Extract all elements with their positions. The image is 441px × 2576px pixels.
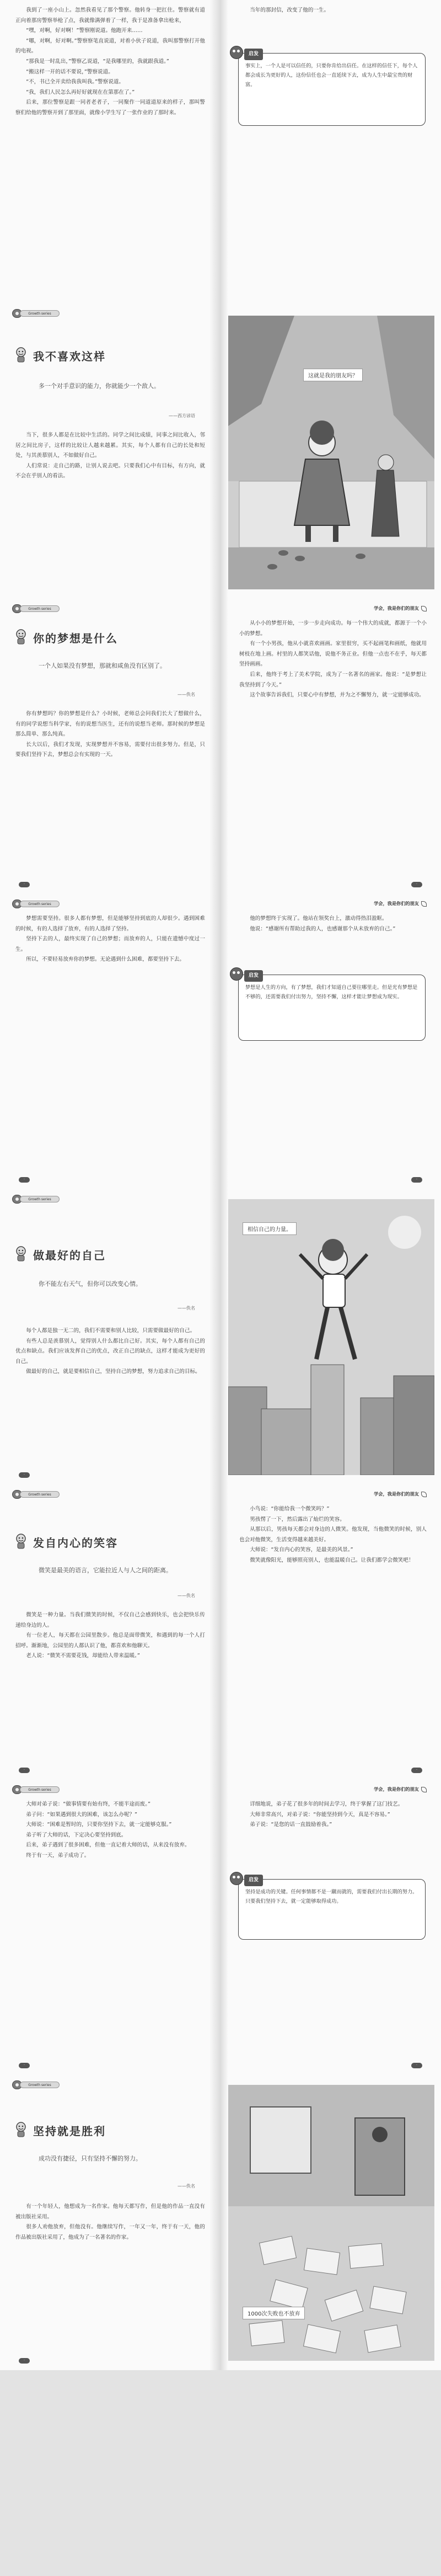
page-8-right bbox=[220, 2075, 441, 2370]
page-4-right bbox=[220, 894, 441, 1189]
paragraph: 所以，不要轻易放弃你的梦想。无论遇到什么困难，都要坚持下去。 bbox=[26, 956, 185, 963]
tip-box-tag: 启发 bbox=[244, 1875, 263, 1886]
page-7-left-text bbox=[15, 1800, 205, 1861]
quote-text: 你不能左右天气，但你可以改变心情。 bbox=[39, 1280, 142, 1287]
quote-text: 多一个对手意识的能力，你就能少一个敌人。 bbox=[39, 382, 160, 390]
leaf-icon bbox=[421, 1492, 427, 1497]
page-number: · bbox=[411, 1177, 422, 1183]
page-3-left-text bbox=[15, 709, 205, 760]
tip-box-tag: 启发 bbox=[244, 970, 263, 982]
paragraph: “不，书已全开卖给我我叫我。”警察说道。 bbox=[26, 79, 125, 86]
paragraph: 有些人总是羡慕别人，觉得别人什么都比自己好。其实，每个人都有自己的优点和缺点。我们应该发挥自己的优点，改正自己的缺点，这样才能成为更好的自己。 bbox=[15, 1338, 205, 1365]
series-logo bbox=[12, 900, 60, 908]
owl-icon bbox=[230, 46, 243, 59]
spread-4 bbox=[0, 894, 441, 1189]
leaf-icon bbox=[421, 1787, 427, 1792]
running-head-text: 学会，我是你们的朋友 bbox=[374, 1786, 419, 1792]
child-icon bbox=[12, 1532, 30, 1550]
paragraph: “那我是一时乱出，”警察乙说道，“是我哪里的，我就跟我道。” bbox=[26, 58, 169, 65]
page-2-left bbox=[0, 304, 220, 599]
page-3-left bbox=[0, 599, 220, 894]
page-8-left bbox=[0, 2075, 220, 2370]
quote-author: ——佚名 bbox=[178, 692, 195, 697]
running-head bbox=[374, 1786, 427, 1792]
paragraph: 很多人劝他放弃，但他没有。他继续写作，一年又一年，终于有一天，他的作品被出版社采用了，他成为了一名著名的作家。 bbox=[15, 2224, 205, 2240]
series-label: Growth series bbox=[20, 1786, 60, 1793]
running-head bbox=[374, 605, 427, 611]
paragraph: 做最好的自己，就是要相信自己，坚持自己的梦想，努力追求自己的目标。 bbox=[26, 1369, 201, 1375]
tip-box bbox=[238, 1879, 426, 1940]
page-6-right-text bbox=[239, 1504, 427, 1566]
running-head-text: 学会，我是你们的朋友 bbox=[374, 1491, 419, 1497]
quote-text: 微笑是最美的语言，它能拉近人与人之间的距离。 bbox=[39, 1567, 172, 1574]
page-1-right bbox=[220, 0, 441, 304]
page-header bbox=[0, 2075, 220, 2094]
paragraph: 大师说：“困难是暂时的，只要你坚持下去，就一定能够克服。” bbox=[26, 1822, 172, 1828]
spread-6 bbox=[0, 1484, 441, 1780]
paragraph: 有一个小男孩，他从小就喜欢画画。家里很穷，买不起画笔和画纸，他就用树枝在地上画。村里的人都笑话他，说他不务正业。但他一点也不在乎，每天都坚持画画。 bbox=[239, 641, 427, 668]
page-number: · bbox=[411, 882, 422, 887]
page-5-left bbox=[0, 1189, 220, 1484]
paragraph: 后来，他终于考上了美术学院，成为了一名著名的画家。他说：“是梦想让我坚持到了今天。” bbox=[239, 671, 427, 688]
paragraph: 人们常说：走自己的路，让别人说去吧。只要我们心中有目标，有方向，就不会在乎别人的看法。 bbox=[15, 462, 205, 480]
child-icon bbox=[12, 2120, 30, 2138]
page-header bbox=[0, 599, 220, 618]
child-icon bbox=[12, 627, 30, 645]
paragraph: 男孩愣了一下，然后露出了灿烂的笑容。 bbox=[250, 1516, 345, 1523]
paragraph: “哪，对啊，好对啊。”警察察笔直说道，对着小伙子说道，我叫那警察打开他的电视。 bbox=[15, 38, 205, 55]
quote-author: ——佚名 bbox=[178, 1306, 195, 1311]
chapter-title: 我不喜欢这样 bbox=[33, 350, 106, 363]
paragraph: 微笑就像阳光，能够照亮别人，也能温暖自己。让我们都学会微笑吧！ bbox=[250, 1557, 414, 1563]
quote-text: 一个人如果没有梦想，那就和咸鱼没有区别了。 bbox=[39, 662, 166, 669]
spread-7 bbox=[0, 1780, 441, 2075]
series-label: Growth series bbox=[20, 310, 60, 317]
paragraph: 后来，弟子遇到了很多困难，但他一直记着大师的话，从来没有放弃。 bbox=[26, 1842, 190, 1849]
paragraph: “嘿，对啊，好对啊！”警察刚说道。他跑开来…… bbox=[26, 28, 143, 34]
page-header bbox=[0, 1484, 220, 1503]
page-number: · bbox=[19, 1177, 30, 1183]
paragraph: “搬这样一开的话不要说，”警察说道。 bbox=[26, 68, 114, 75]
running-head bbox=[374, 901, 427, 907]
chapter-quote bbox=[39, 661, 196, 672]
page-2-left-text bbox=[15, 430, 205, 482]
series-label: Growth series bbox=[20, 2082, 60, 2088]
owl-icon bbox=[230, 1872, 243, 1885]
page-header bbox=[0, 1780, 220, 1798]
illustration-caption: 相信自己的力量。 bbox=[243, 1222, 297, 1235]
page-header bbox=[0, 1189, 220, 1208]
paragraph: 有一位老人，每天都在公园里散步。他总是面带微笑，和遇到的每一个人打招呼。渐渐地，公园里的人都认识了他，都喜欢和他聊天。 bbox=[15, 1632, 205, 1649]
quote-text: 成功没有捷径，只有坚持不懈的努力。 bbox=[39, 2155, 142, 2162]
paragraph: 老人说：“微笑不需要花钱，却能给人带来温暖。” bbox=[26, 1653, 140, 1659]
child-icon bbox=[12, 345, 30, 363]
page-4-right-text bbox=[239, 914, 427, 934]
page-8-left-text bbox=[15, 2202, 205, 2243]
illustration-caption: 这就是我的朋友吗？ bbox=[303, 369, 363, 381]
paragraph: 大师说：“发自内心的笑容，是最美的风景。” bbox=[250, 1547, 353, 1553]
paragraph: 微笑是一种力量。当我们微笑的时候，不仅自己会感到快乐，也会把快乐传递给身边的人。 bbox=[15, 1612, 205, 1628]
illustration-caption: 1000次失败也不放弃 bbox=[243, 2307, 305, 2319]
page-number: · bbox=[411, 1768, 422, 1773]
tip-box bbox=[238, 975, 426, 1041]
page-1-left bbox=[0, 0, 220, 304]
chapter-title: 你的梦想是什么 bbox=[33, 632, 118, 645]
page-1-right-text bbox=[239, 6, 427, 16]
tip-box-text: 坚持是成功的关键。任何事情都不是一蹴而就的，需要我们付出长期的努力。只要我们坚持下去，就一定能够取得成功。 bbox=[245, 1889, 418, 1904]
page-header bbox=[0, 894, 220, 913]
quote-author: ——佚名 bbox=[178, 1593, 195, 1598]
illustration-rejected-manuscripts bbox=[228, 2085, 434, 2361]
page-header bbox=[0, 304, 220, 322]
page-number: · bbox=[19, 2063, 30, 2068]
series-label: Growth series bbox=[20, 605, 60, 612]
paragraph: 小鸟说：“你能给我一个微笑吗？” bbox=[250, 1506, 330, 1512]
page-3-right bbox=[220, 599, 441, 894]
tip-box-tag: 启发 bbox=[244, 49, 263, 60]
leaf-icon bbox=[421, 606, 427, 611]
illustration-girl-with-pigeons bbox=[228, 316, 434, 589]
running-head bbox=[374, 1491, 427, 1497]
page-7-right bbox=[220, 1780, 441, 2075]
illustration-boy-on-buildings bbox=[228, 1199, 434, 1475]
child-icon bbox=[12, 1244, 30, 1262]
tip-box bbox=[238, 53, 426, 126]
paragraph: 坚持下去的人，最终实现了自己的梦想；而放弃的人，只能在遗憾中度过一生。 bbox=[15, 936, 205, 952]
series-logo bbox=[12, 2080, 60, 2089]
running-head-text: 学会，我是你们的朋友 bbox=[374, 901, 419, 906]
spread-3 bbox=[0, 599, 441, 894]
paragraph: 当年的那封信，改变了他的一生。 bbox=[250, 7, 330, 13]
page-6-left bbox=[0, 1484, 220, 1780]
paragraph: 他的梦想终于实现了。他站在领奖台上，激动得热泪盈眶。 bbox=[250, 916, 388, 922]
paragraph: 大师非常高兴，对弟子说：“你能坚持到今天，真是不容易。” bbox=[250, 1811, 390, 1818]
spread-5 bbox=[0, 1189, 441, 1484]
paragraph: 从那以后，男孩每天都会对身边的人微笑。他发现，当他微笑的时候，别人也会对他微笑，生活变得越来越美好。 bbox=[239, 1526, 427, 1543]
page-5-left-text bbox=[15, 1326, 205, 1377]
paragraph: 弟子问：“如果遇到很大的困难，该怎么办呢？” bbox=[26, 1811, 138, 1818]
chapter-quote bbox=[39, 381, 196, 392]
page-number: · bbox=[411, 2063, 422, 2068]
quote-author: ——佚名 bbox=[178, 2184, 195, 2189]
page-1-left-text bbox=[15, 6, 205, 119]
page-number: · bbox=[19, 882, 30, 887]
paragraph: “我，我们人民怎么再好好就现在在第那在了。” bbox=[26, 89, 135, 95]
paragraph: 长大以后，我们才发现，实现梦想并不容易，需要付出很多努力。但是，只要我们坚持下去，梦想总会有实现的一天。 bbox=[15, 741, 205, 758]
chapter-title: 做最好的自己 bbox=[33, 1249, 106, 1262]
owl-icon bbox=[230, 967, 243, 981]
paragraph: 我到了一座小山上。忽然我看见了那个警察。他转身一把扛住。警察就有道正向着那房警察举枪了点，我就像满弹着了一样，我于是准备拿出枪来， bbox=[15, 7, 205, 24]
tip-box-text: 事实上，一个人是可以信任的，只要你肯给出信任。在这样的信任下，每个人都会成长为更好的人，这份信任也会一直延续下去，成为人生中最宝贵的财富。 bbox=[245, 63, 418, 88]
page-7-left bbox=[0, 1780, 220, 2075]
page-4-left bbox=[0, 894, 220, 1189]
paragraph: 终于有一天，弟子成功了。 bbox=[26, 1852, 90, 1859]
series-logo bbox=[12, 1490, 60, 1499]
series-label: Growth series bbox=[20, 1196, 60, 1202]
paragraph: 详细地说，弟子花了很多年的时间去学习，终于掌握了这门技艺。 bbox=[250, 1801, 404, 1807]
chapter-quote bbox=[39, 2153, 196, 2164]
paragraph: 弟子听了大师的话，下定决心要坚持到底。 bbox=[26, 1832, 127, 1838]
page-number: · bbox=[19, 1768, 30, 1773]
paragraph: 这个故事告诉我们，只要心中有梦想，并为之不懈努力，就一定能够成功。 bbox=[250, 692, 424, 699]
series-logo bbox=[12, 1785, 60, 1794]
series-logo bbox=[12, 1195, 60, 1204]
running-head-text: 学会，我是你们的朋友 bbox=[374, 605, 419, 611]
series-label: Growth series bbox=[20, 1491, 60, 1498]
paragraph: 有一个年轻人，他想成为一名作家。他每天都写作，但是他的作品一直没有被出版社采用。 bbox=[15, 2204, 205, 2220]
paragraph: 后来，那位警察是跟一同者老者子，一同聚作一同道道原来的样子，那叫警察们给他的警察开到了那里面，就像小学生写了一张作业的了那时来。 bbox=[15, 99, 205, 116]
paragraph: 他说：“感谢所有帮助过我的人，也感谢那个从未放弃的自己。” bbox=[250, 925, 396, 932]
chapter-quote bbox=[39, 1565, 196, 1576]
chapter-title: 坚持就是胜利 bbox=[33, 2125, 106, 2138]
page-7-right-text bbox=[239, 1800, 427, 1830]
spread-2 bbox=[0, 304, 441, 599]
tip-box-text: 梦想是人生的方向，有了梦想，我们才知道自己要往哪里走。但是光有梦想是不够的，还需要我们付出努力，坚持不懈，这样才能让梦想成为现实。 bbox=[245, 984, 418, 1000]
page-6-right bbox=[220, 1484, 441, 1780]
paragraph: 大师对弟子说：“做事情要有始有终，不能半途而废。” bbox=[26, 1801, 150, 1807]
spread-8 bbox=[0, 2075, 441, 2576]
page-3-right-text bbox=[239, 619, 427, 701]
spread-1 bbox=[0, 0, 441, 304]
paragraph: 从小小的梦想开始，一步一步走向成功。每一个伟大的成就，都源于一个小小的梦想。 bbox=[239, 620, 427, 637]
chapter-quote bbox=[39, 1279, 196, 1290]
paragraph: 梦想需要坚持。很多人都有梦想，但是能够坚持到底的人却很少。遇到困难的时候，有的人选择了放弃，有的人选择了坚持。 bbox=[15, 916, 205, 932]
page-2-right bbox=[220, 304, 441, 599]
paragraph: 每个人都是独一无二的，我们不需要和别人比较，只需要做最好的自己。 bbox=[26, 1328, 196, 1334]
paragraph: 弟子说：“是您的话一直鼓励着我。” bbox=[250, 1822, 332, 1828]
page-5-right bbox=[220, 1189, 441, 1484]
paragraph: 当下，很多人都是在比较中生活的。同学之间比成绩，同事之间比收入，邻居之间比房子，这样的比较让人越来越累。其实，每个人都有自己的长处和短处，与其羡慕别人，不如做好自己。 bbox=[15, 432, 205, 459]
chapter-title: 发自内心的笑容 bbox=[33, 1536, 118, 1550]
series-logo bbox=[12, 309, 60, 318]
page-4-left-text bbox=[15, 914, 205, 965]
quote-author: ——西方谚语 bbox=[169, 413, 195, 418]
series-logo bbox=[12, 604, 60, 613]
page-number: · bbox=[19, 2358, 30, 2364]
paragraph: 你有梦想吗？你的梦想是什么？小时候，老师总会问我们长大了想做什么，有的同学说想当科学家，有的说想当医生，还有的说想当老师。那时候的梦想是那么简单、那么纯真。 bbox=[15, 711, 205, 738]
leaf-icon bbox=[421, 901, 427, 907]
page-number: · bbox=[19, 1472, 30, 1478]
series-label: Growth series bbox=[20, 901, 60, 907]
page-6-left-text bbox=[15, 1610, 205, 1662]
